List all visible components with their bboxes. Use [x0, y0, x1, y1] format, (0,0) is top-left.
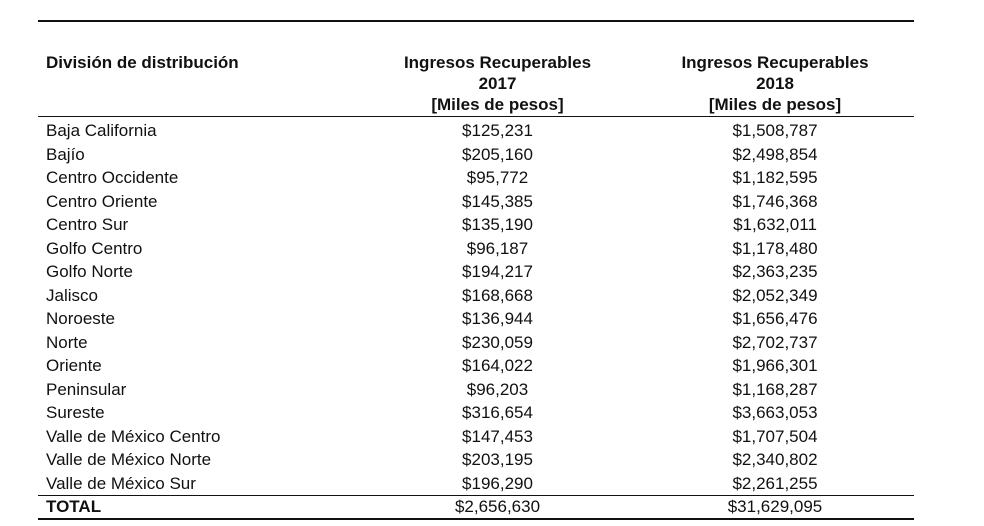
division-name-cell: Centro Sur [46, 215, 129, 234]
revenue-2017-cell: $203,195 [462, 450, 533, 469]
division-name-cell: Valle de México Centro [46, 426, 221, 446]
table-row [38, 378, 914, 402]
total-2017: $2,656,630 [359, 496, 636, 520]
table-row [38, 331, 914, 355]
revenue-2017-cell: $196,290 [462, 473, 533, 493]
revenue-2018-cell: $2,261,255 [732, 473, 818, 493]
table-row [38, 448, 914, 472]
revenue-2018-cell: $1,746,368 [732, 191, 818, 211]
revenue-2018-cell: $1,632,011 [733, 215, 817, 234]
header-2018 [636, 21, 914, 117]
division-name-cell: Sureste [46, 403, 105, 422]
table-row [38, 425, 914, 449]
division-name-cell: Centro Oriente [46, 191, 158, 211]
header-2017-year: 2017 [478, 74, 517, 93]
table-row [38, 260, 914, 284]
revenue-2017-cell: $316,654 [462, 403, 533, 422]
revenue-2017-cell: $125,231 [462, 121, 533, 140]
revenue-2017-cell: $145,385 [462, 191, 533, 211]
revenue-2018-cell: $1,182,595 [732, 168, 818, 187]
division-name-cell: Baja California [46, 121, 157, 140]
division-name-cell: Valle de México Sur [46, 473, 196, 493]
revenue-2017-cell: $205,160 [462, 144, 533, 164]
revenue-2017-cell: $164,022 [462, 356, 533, 375]
header-2018-unit: [Miles de pesos] [708, 95, 842, 114]
header-2017 [359, 21, 636, 117]
division-name-cell: Peninsular [46, 379, 127, 399]
revenue-2018-cell: $2,363,235 [732, 262, 818, 281]
table-row [38, 117, 914, 143]
table-footer [38, 496, 914, 520]
division-name-cell: Bajío [46, 144, 85, 164]
revenue-2018-cell: $1,168,287 [732, 379, 818, 399]
revenue-table [38, 20, 914, 520]
revenue-2018-cell: $2,340,802 [732, 450, 818, 469]
header-2018-title: Ingresos Recuperables [681, 53, 869, 72]
total-row [38, 496, 914, 520]
revenue-2018-cell: $1,707,504 [732, 426, 818, 446]
revenue-2017-cell: $168,668 [462, 285, 533, 305]
division-name-cell: Golfo Norte [46, 262, 133, 281]
total-2018: $31,629,095 [636, 496, 914, 520]
division-name-cell: Valle de México Norte [46, 450, 212, 469]
table-row [38, 307, 914, 331]
revenue-2018-cell: $1,656,476 [732, 309, 818, 328]
revenue-2018-cell: $3,663,053 [732, 403, 818, 422]
table-row [38, 190, 914, 214]
table-header [38, 21, 914, 117]
revenue-2017-cell: $96,187 [466, 238, 529, 258]
header-2017-title: Ingresos Recuperables [403, 53, 592, 72]
table-row [38, 143, 914, 167]
table-row [38, 213, 914, 237]
header-row [38, 21, 914, 117]
revenue-2018-cell: $1,508,787 [732, 121, 818, 140]
total-label: TOTAL [38, 496, 359, 520]
revenue-2017-cell: $147,453 [462, 426, 533, 446]
division-name-cell: Jalisco [46, 285, 98, 305]
division-name-cell: Oriente [46, 356, 102, 375]
table-row [38, 354, 914, 378]
division-name-cell: Norte [46, 332, 88, 352]
revenue-2018-cell: $2,702,737 [732, 332, 818, 352]
revenue-2017-cell: $135,190 [462, 215, 533, 234]
revenue-2018-cell: $1,178,480 [732, 238, 818, 258]
table-row [38, 237, 914, 261]
division-name-cell: Centro Occidente [46, 168, 179, 187]
table-row [38, 284, 914, 308]
header-2018-year: 2018 [756, 74, 794, 93]
division-name-cell: Golfo Centro [46, 238, 143, 258]
header-2017-unit: [Miles de pesos] [431, 95, 564, 114]
table-body [38, 117, 914, 496]
table-row [38, 166, 914, 190]
header-division: División de distribución [38, 21, 359, 117]
revenue-2017-cell: $95,772 [466, 168, 529, 187]
division-name-cell: Noroeste [46, 309, 115, 328]
revenue-2018-cell: $2,498,854 [732, 144, 818, 164]
table-row [38, 401, 914, 425]
revenue-2018-cell: $1,966,301 [732, 356, 818, 375]
revenue-2017-cell: $136,944 [462, 309, 533, 328]
revenue-2017-cell: $230,059 [462, 332, 533, 352]
revenue-2017-cell: $194,217 [462, 262, 533, 281]
table-row [38, 472, 914, 496]
revenue-2017-cell: $96,203 [466, 379, 529, 399]
revenue-2018-cell: $2,052,349 [732, 285, 818, 305]
